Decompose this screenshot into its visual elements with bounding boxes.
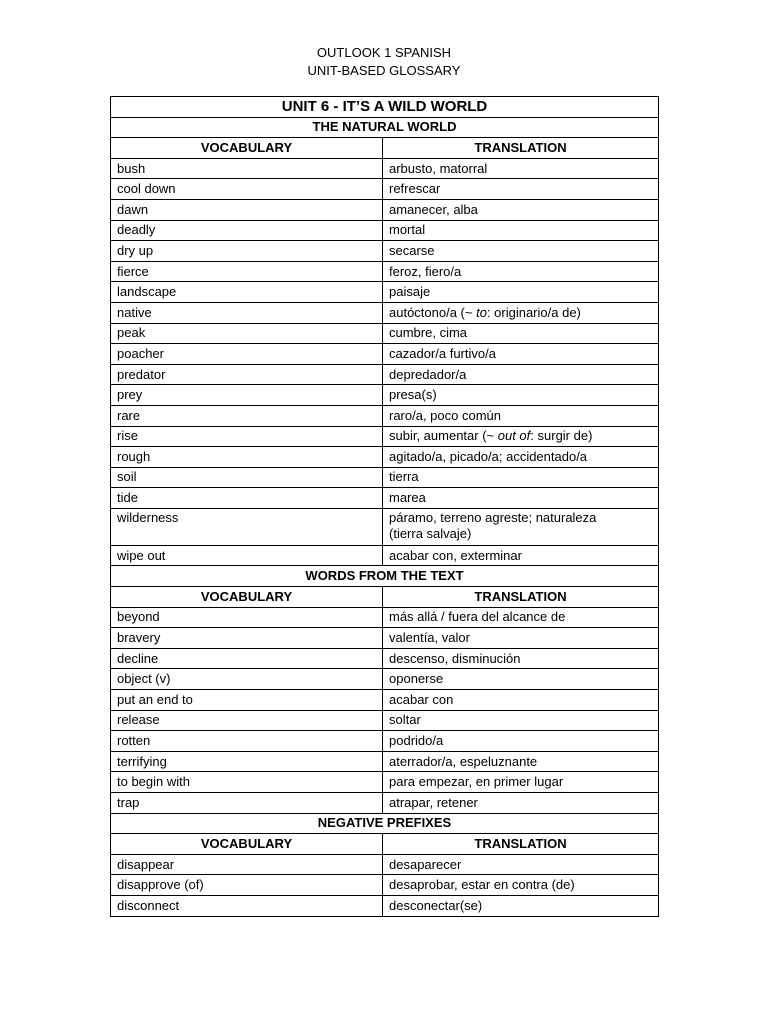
vocabulary-cell: deadly bbox=[111, 220, 383, 241]
vocabulary-cell: rise bbox=[111, 426, 383, 447]
translation-cell: desconectar(se) bbox=[383, 895, 659, 916]
translation-line: (tierra salvaje) bbox=[389, 525, 472, 541]
table-row bbox=[111, 710, 659, 731]
vocabulary-cell: tide bbox=[111, 488, 383, 509]
vocabulary-cell: predator bbox=[111, 364, 383, 385]
table-row bbox=[111, 158, 659, 179]
vocabulary-header: VOCABULARY bbox=[111, 138, 383, 159]
column-header-row bbox=[111, 834, 659, 855]
translation-cell: refrescar bbox=[383, 179, 659, 200]
vocabulary-cell: soil bbox=[111, 467, 383, 488]
table-row bbox=[111, 854, 659, 875]
table-row bbox=[111, 405, 659, 426]
translation-header: TRANSLATION bbox=[383, 138, 659, 159]
vocabulary-cell: prey bbox=[111, 385, 383, 406]
translation-emphasis: out of bbox=[497, 428, 531, 444]
translation-cell: oponerse bbox=[383, 669, 659, 690]
table-row bbox=[111, 302, 659, 323]
table-row bbox=[111, 751, 659, 772]
translation-emphasis: to bbox=[476, 304, 487, 320]
vocabulary-cell: disapprove (of) bbox=[111, 875, 383, 896]
table-row bbox=[111, 772, 659, 793]
translation-cell: podrido/a bbox=[383, 731, 659, 752]
vocabulary-cell: disconnect bbox=[111, 895, 383, 916]
unit-title: UNIT 6 - IT’S A WILD WORLD bbox=[111, 97, 659, 118]
vocabulary-cell: trap bbox=[111, 793, 383, 814]
table-row bbox=[111, 731, 659, 752]
section-title-row bbox=[111, 813, 659, 834]
section-title: THE NATURAL WORLD bbox=[111, 117, 659, 138]
translation-cell: acabar con, exterminar bbox=[383, 545, 659, 566]
table-row bbox=[111, 364, 659, 385]
vocabulary-header: VOCABULARY bbox=[111, 587, 383, 608]
translation-cell: más allá / fuera del alcance de bbox=[383, 607, 659, 628]
translation-cell: aterrador/a, espeluznante bbox=[383, 751, 659, 772]
table-row bbox=[111, 179, 659, 200]
vocabulary-cell: wilderness bbox=[111, 508, 383, 545]
table-row bbox=[111, 344, 659, 365]
translation-cell: amanecer, alba bbox=[383, 199, 659, 220]
translation-cell: descenso, disminución bbox=[383, 648, 659, 669]
translation-cell: depredador/a bbox=[383, 364, 659, 385]
vocabulary-cell: object (v) bbox=[111, 669, 383, 690]
table-row bbox=[111, 648, 659, 669]
table-row bbox=[111, 261, 659, 282]
translation-cell: paisaje bbox=[383, 282, 659, 303]
translation-cell: feroz, fiero/a bbox=[383, 261, 659, 282]
translation-cell bbox=[383, 426, 659, 447]
translation-cell: raro/a, poco común bbox=[383, 405, 659, 426]
table-row bbox=[111, 545, 659, 566]
vocabulary-cell: dry up bbox=[111, 241, 383, 262]
column-header-row bbox=[111, 138, 659, 159]
vocabulary-cell: beyond bbox=[111, 607, 383, 628]
section-title: WORDS FROM THE TEXT bbox=[111, 566, 659, 587]
table-row bbox=[111, 241, 659, 262]
translation-cell: desaprobar, estar en contra (de) bbox=[383, 875, 659, 896]
vocabulary-cell: put an end to bbox=[111, 690, 383, 711]
vocabulary-cell: poacher bbox=[111, 344, 383, 365]
vocabulary-cell: fierce bbox=[111, 261, 383, 282]
vocabulary-cell: bush bbox=[111, 158, 383, 179]
translation-cell: atrapar, retener bbox=[383, 793, 659, 814]
vocabulary-cell: dawn bbox=[111, 199, 383, 220]
table-row bbox=[111, 793, 659, 814]
header-line-1: OUTLOOK 1 SPANISH bbox=[316, 45, 452, 60]
translation-cell: soltar bbox=[383, 710, 659, 731]
translation-cell: arbusto, matorral bbox=[383, 158, 659, 179]
vocabulary-cell: terrifying bbox=[111, 751, 383, 772]
translation-cell bbox=[383, 302, 659, 323]
table-row bbox=[111, 488, 659, 509]
section-title-row bbox=[111, 117, 659, 138]
translation-cell: para empezar, en primer lugar bbox=[383, 772, 659, 793]
table-row bbox=[111, 199, 659, 220]
table-row bbox=[111, 323, 659, 344]
translation-text: : surgir de) bbox=[530, 428, 593, 444]
vocabulary-cell: rare bbox=[111, 405, 383, 426]
glossary-table bbox=[110, 96, 659, 917]
table-row bbox=[111, 607, 659, 628]
document-header bbox=[0, 44, 768, 80]
vocabulary-cell: disappear bbox=[111, 854, 383, 875]
vocabulary-cell: release bbox=[111, 710, 383, 731]
table-row bbox=[111, 385, 659, 406]
translation-cell: marea bbox=[383, 488, 659, 509]
translation-cell: secarse bbox=[383, 241, 659, 262]
table-row bbox=[111, 447, 659, 468]
vocabulary-cell: rough bbox=[111, 447, 383, 468]
translation-cell: cumbre, cima bbox=[383, 323, 659, 344]
table-row bbox=[111, 467, 659, 488]
translation-cell: presa(s) bbox=[383, 385, 659, 406]
translation-cell: mortal bbox=[383, 220, 659, 241]
vocabulary-header: VOCABULARY bbox=[111, 834, 383, 855]
header-line-2: UNIT-BASED GLOSSARY bbox=[307, 63, 461, 78]
vocabulary-cell: rotten bbox=[111, 731, 383, 752]
translation-cell: acabar con bbox=[383, 690, 659, 711]
translation-line: páramo, terreno agreste; naturaleza bbox=[389, 509, 597, 525]
table-row bbox=[111, 669, 659, 690]
table-row bbox=[111, 895, 659, 916]
table-row bbox=[111, 282, 659, 303]
translation-cell bbox=[383, 508, 659, 545]
vocabulary-cell: peak bbox=[111, 323, 383, 344]
unit-title-row bbox=[111, 97, 659, 118]
table-row bbox=[111, 628, 659, 649]
table-row bbox=[111, 508, 659, 545]
translation-cell: valentía, valor bbox=[383, 628, 659, 649]
translation-text: autóctono/a (~ bbox=[389, 304, 477, 320]
table-row bbox=[111, 875, 659, 896]
translation-header: TRANSLATION bbox=[383, 834, 659, 855]
table-row bbox=[111, 426, 659, 447]
vocabulary-cell: native bbox=[111, 302, 383, 323]
translation-cell: agitado/a, picado/a; accidentado/a bbox=[383, 447, 659, 468]
vocabulary-cell: landscape bbox=[111, 282, 383, 303]
table-row bbox=[111, 220, 659, 241]
vocabulary-cell: decline bbox=[111, 648, 383, 669]
translation-text: subir, aumentar (~ bbox=[389, 428, 498, 444]
table-row bbox=[111, 690, 659, 711]
vocabulary-cell: wipe out bbox=[111, 545, 383, 566]
section-title-row bbox=[111, 566, 659, 587]
vocabulary-cell: bravery bbox=[111, 628, 383, 649]
vocabulary-cell: to begin with bbox=[111, 772, 383, 793]
section-title: NEGATIVE PREFIXES bbox=[111, 813, 659, 834]
column-header-row bbox=[111, 587, 659, 608]
vocabulary-cell: cool down bbox=[111, 179, 383, 200]
translation-text: : originario/a de) bbox=[486, 304, 581, 320]
translation-cell: tierra bbox=[383, 467, 659, 488]
translation-header: TRANSLATION bbox=[383, 587, 659, 608]
translation-cell: desaparecer bbox=[383, 854, 659, 875]
translation-cell: cazador/a furtivo/a bbox=[383, 344, 659, 365]
